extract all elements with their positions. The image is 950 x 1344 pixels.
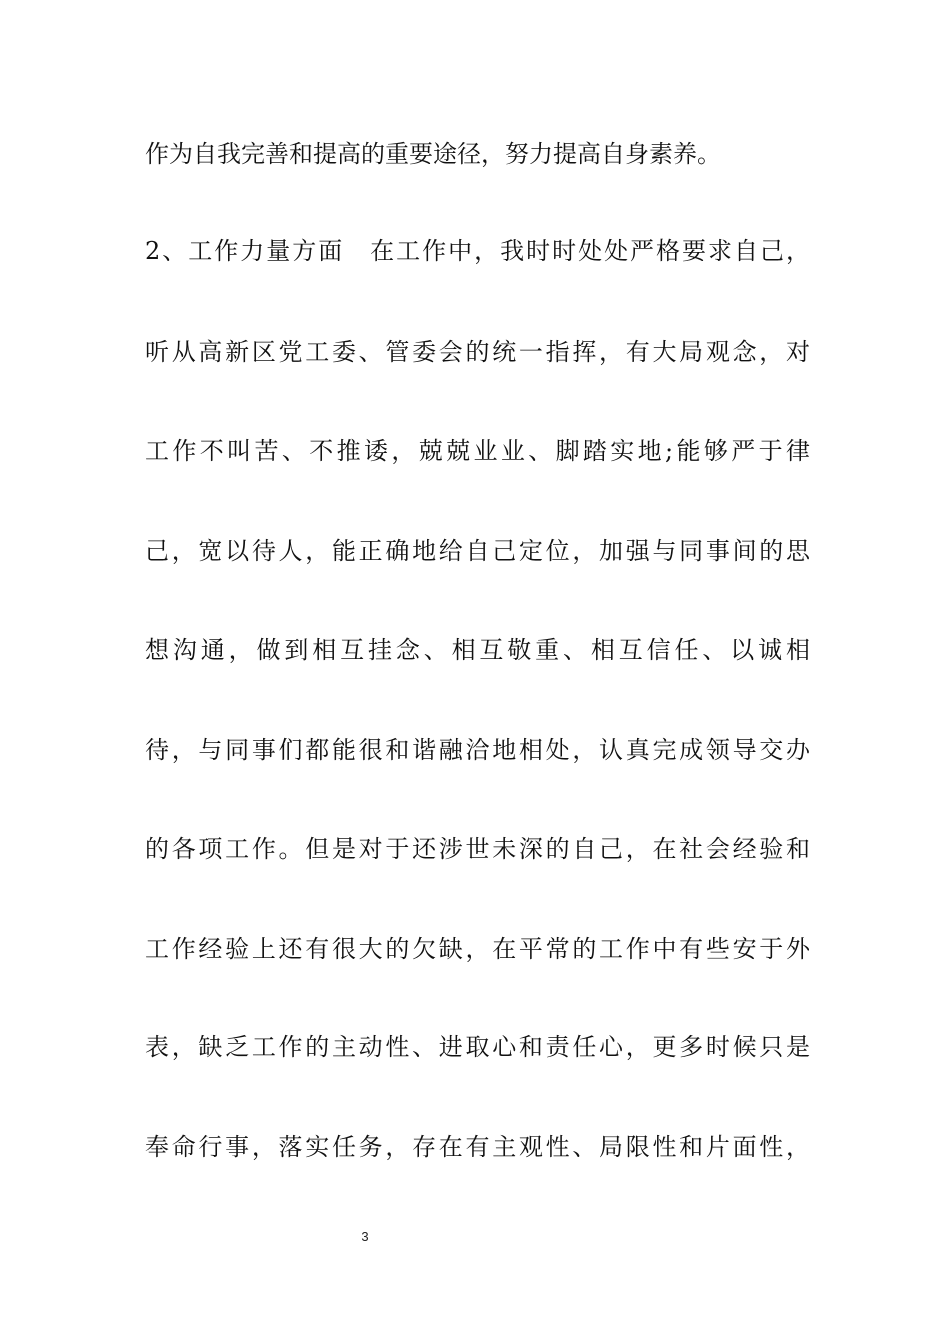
paragraph-line: 奉命行事，落实任务，存在有主观性、局限性和片面性， — [145, 1133, 810, 1161]
paragraph-line: 工作经验上还有很大的欠缺，在平常的工作中有些安于外 — [145, 935, 810, 963]
paragraph-line: 的各项工作。但是对于还涉世未深的自己，在社会经验和 — [145, 835, 810, 863]
page-number: 3 — [361, 1229, 369, 1244]
paragraph-line: 表，缺乏工作的主动性、进取心和责任心，更多时候只是 — [145, 1033, 810, 1061]
paragraph-line: 听从高新区党工委、管委会的统一指挥，有大局观念，对 — [145, 338, 810, 366]
paragraph-line: 作为自我完善和提高的重要途径，努力提高自身素养。 — [145, 140, 721, 168]
paragraph-line: 待，与同事们都能很和谐融洽地相处，认真完成领导交办 — [145, 736, 810, 764]
paragraph-line: 工作不叫苦、不推诿，兢兢业业、脚踏实地;能够严于律 — [145, 437, 810, 465]
section-heading-line: 2、工作力量方面 在工作中，我时时处处严格要求自己， — [145, 237, 810, 265]
paragraph-line: 想沟通，做到相互挂念、相互敬重、相互信任、以诚相 — [145, 636, 810, 664]
paragraph-line: 己，宽以待人，能正确地给自己定位，加强与同事间的思 — [145, 537, 810, 565]
